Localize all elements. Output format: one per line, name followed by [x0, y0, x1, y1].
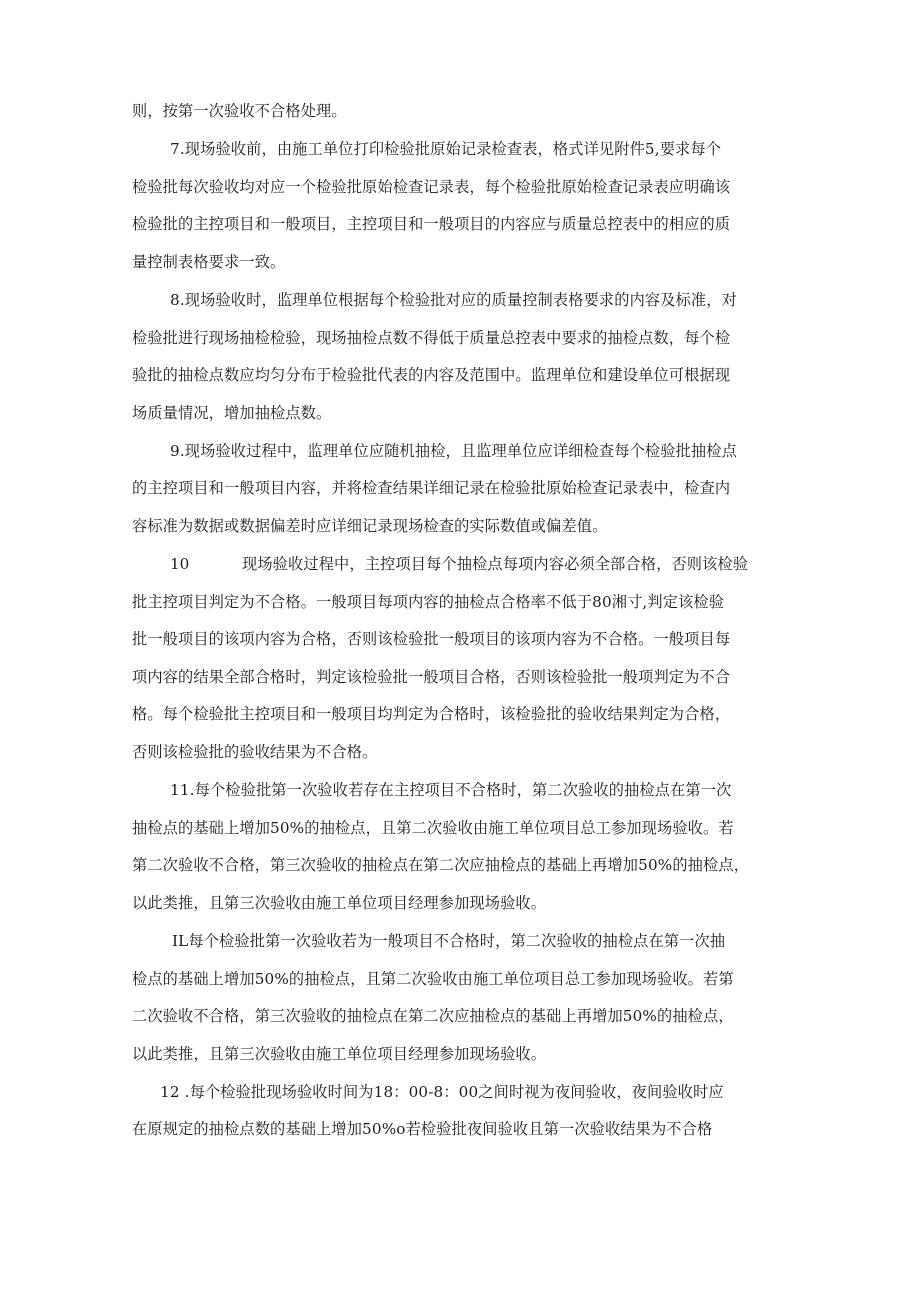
text-line: 以此类推，且第三次验收由施工单位项目经理参加现场验收。	[132, 1045, 547, 1063]
text-line: 批一般项目的该项内容为合格，否则该检验批一般项目的该项内容为不合格。一般项目每	[132, 630, 731, 648]
text-line: 抽检点的基础上增加50%的抽检点，且第二次验收由施工单位项目总工参加现场验收。若	[132, 819, 734, 837]
text-line: 项内容的结果全部合格时，判定该检验批一般项目合格，否则该检验批一般项判定为不合	[132, 668, 731, 686]
text-line: 否则该检验批的验收结果为不合格。	[132, 743, 378, 761]
text-line: 在原规定的抽检点数的基础上增加50%o若检验批夜间验收且第一次验收结果为不合格	[132, 1120, 713, 1138]
text-line: 12 .每个检验批现场验收时间为18：00-8：00之间时视为夜间验收，夜间验收时应	[160, 1083, 724, 1101]
text-line: 格。每个检验批主控项目和一般项目均判定为合格时，该检验批的验收结果判定为合格，	[132, 705, 731, 723]
text-line: 以此类推，且第三次验收由施工单位项目经理参加现场验收。	[132, 894, 547, 912]
text-line: 场质量情况，增加抽检点数。	[132, 404, 332, 422]
text-line: IL每个检验批第一次验收若为一般项目不合格时，第二次验收的抽检点在第一次抽	[172, 932, 726, 950]
text-line: 第二次验收不合格，第三次验收的抽检点在第二次应抽检点的基础上再增加50%的抽检点，	[132, 856, 750, 874]
text-line: 量控制表格要求一致。	[132, 253, 286, 271]
text-line: 7.现场验收前，由施工单位打印检验批原始记录检查表，格式详见附件5,要求每个	[170, 140, 722, 158]
text-line: 现场验收过程中，主控项目每个抽检点每项内容必须全部合格，否则该检验	[242, 555, 749, 573]
text-line: 9.现场验收过程中，监理单位应随机抽检，且监理单位应详细检查每个检验批抽检点	[170, 442, 737, 460]
text-line: 8.现场验收时，监理单位根据每个检验批对应的质量控制表格要求的内容及标准，对	[170, 291, 737, 309]
text-line: 容标准为数据或数据偏差时应详细记录现场检查的实际数值或偏差值。	[132, 517, 608, 535]
text-line: 11.每个检验批第一次验收若存在主控项目不合格时，第二次验收的抽检点在第一次	[170, 781, 732, 799]
text-line: 检验批的主控项目和一般项目，主控项目和一般项目的内容应与质量总控表中的相应的质	[132, 215, 731, 233]
text-line: 二次验收不合格，第三次验收的抽检点在第二次应抽检点的基础上再增加50%的抽检点，	[132, 1007, 734, 1025]
text-line: 检验批进行现场抽检检验，现场抽检点数不得低于质量总控表中要求的抽检点数，每个检	[132, 329, 731, 347]
text-line: 检验批每次验收均对应一个检验批原始检查记录表，每个检验批原始检查记录表应明确该	[132, 178, 731, 196]
text-line: 验批的抽检点数应均匀分布于检验批代表的内容及范围中。监理单位和建设单位可根据现	[132, 366, 731, 384]
item-number: 10	[170, 555, 190, 573]
text-line: 的主控项目和一般项目内容，并将检查结果详细记录在检验批原始检查记录表中，检查内	[132, 479, 731, 497]
text-line: 批主控项目判定为不合格。一般项目每项内容的抽检点合格率不低于80湘寸,判定该检验	[132, 593, 725, 611]
text-line: 检点的基础上增加50%的抽检点，且第二次验收由施工单位项目总工参加现场验收。若第	[132, 970, 734, 988]
text-line: 则，按第一次验收不合格处理。	[132, 102, 347, 120]
